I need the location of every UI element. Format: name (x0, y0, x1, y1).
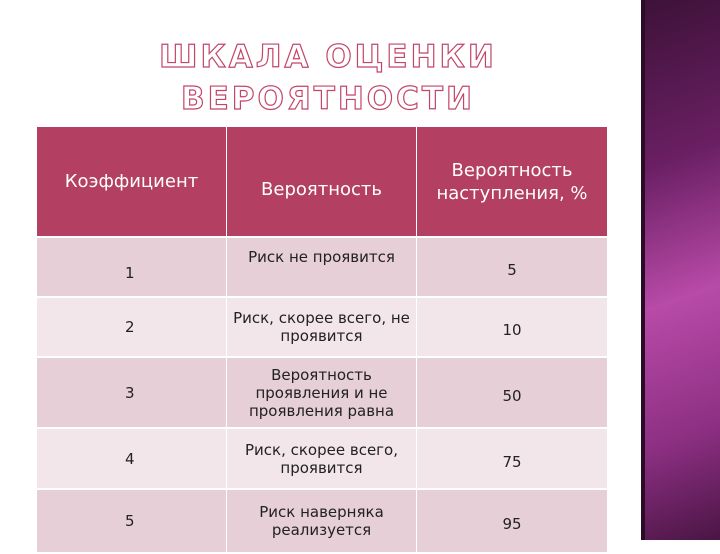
side-decoration-strip (641, 0, 720, 540)
table-row (37, 489, 608, 553)
cell-percent: 50 (417, 357, 608, 428)
cell-percent: 10 (417, 297, 608, 357)
header-coefficient: Коэффициент (37, 127, 227, 237)
risk-probability-table (36, 127, 608, 554)
cell-probability: Риск не проявится (227, 237, 417, 297)
cell-coefficient: 2 (37, 297, 227, 357)
cell-probability: Вероятность проявления и не проявления равна (227, 357, 417, 428)
cell-probability: Риск наверняка реализуется (227, 489, 417, 553)
cell-percent: 75 (417, 428, 608, 489)
table-row (37, 357, 608, 428)
header-probability: Вероятность (227, 127, 417, 237)
table-header-row (37, 127, 608, 237)
cell-probability: Риск, скорее всего, проявится (227, 428, 417, 489)
cell-coefficient: 3 (37, 357, 227, 428)
cell-coefficient: 5 (37, 489, 227, 553)
cell-coefficient: 4 (37, 428, 227, 489)
cell-probability: Риск, скорее всего, не проявится (227, 297, 417, 357)
table-row (37, 237, 608, 297)
table-row (37, 428, 608, 489)
cell-percent: 5 (417, 237, 608, 297)
cell-coefficient: 1 (37, 237, 227, 297)
cell-percent: 95 (417, 489, 608, 553)
table-row (37, 297, 608, 357)
header-probability-percent: Вероятность наступления, % (417, 127, 608, 237)
title-line-1: ШКАЛА ОЦЕНКИ ВЕРОЯТНОСТИ (159, 39, 497, 117)
